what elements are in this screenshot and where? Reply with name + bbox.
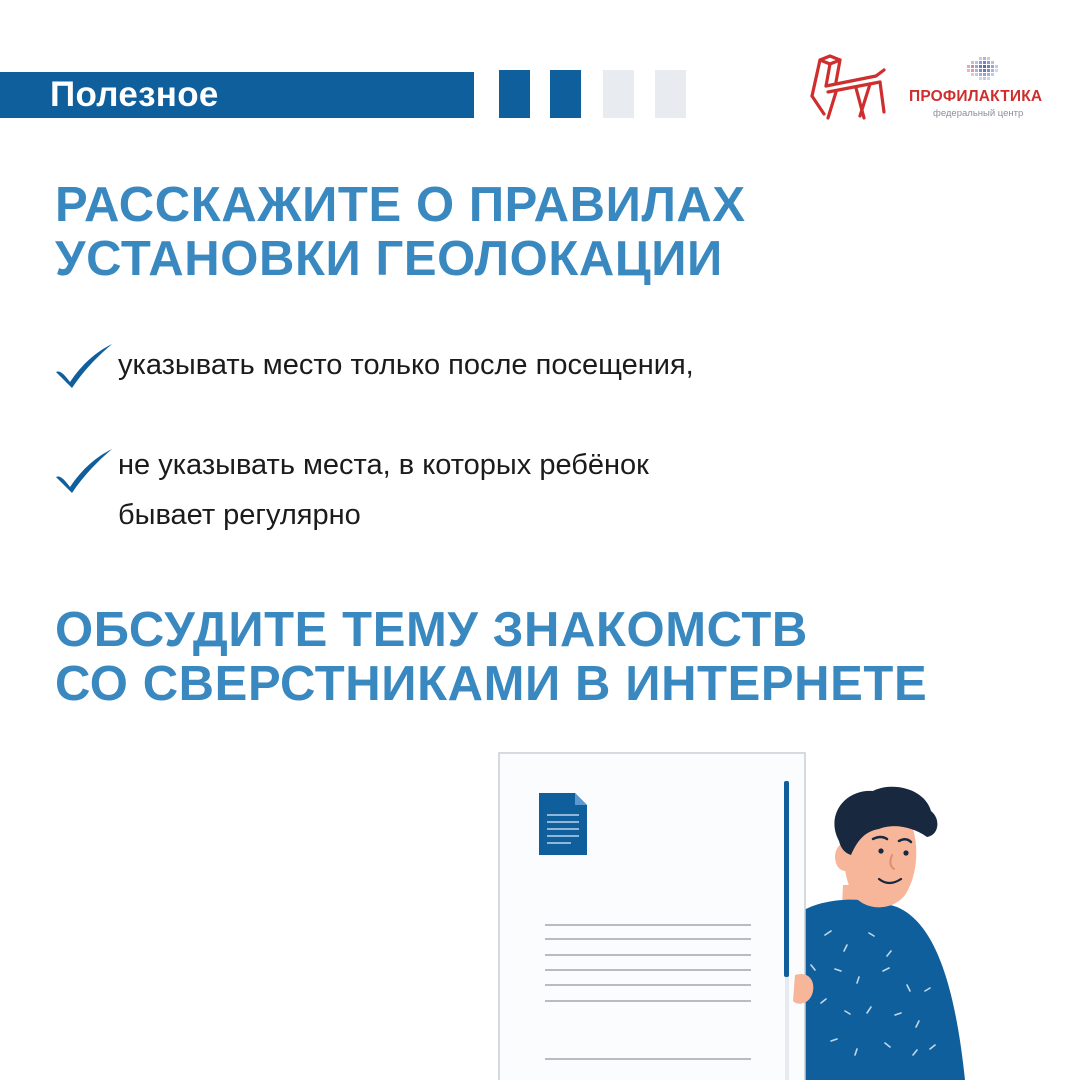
peers-heading — [55, 603, 927, 711]
person-with-document-illustration — [495, 745, 980, 1080]
section-label: Полезное — [50, 75, 219, 114]
document-icon — [539, 793, 587, 855]
geolocation-heading-line-1: РАССКАЖИТЕ О ПРАВИЛАХ — [55, 178, 746, 232]
banner-block-4 — [655, 70, 686, 118]
peers-heading-line-1: ОБСУДИТЕ ТЕМУ ЗНАКОМСТВ — [55, 603, 808, 657]
geolocation-tip-2-line-2: бывает регулярно — [118, 499, 361, 531]
logo-name: ПРОФИЛАКТИКА — [909, 88, 1043, 105]
geolocation-heading-line-2: УСТАНОВКИ ГЕОЛОКАЦИИ — [55, 232, 723, 286]
geolocation-heading — [55, 178, 746, 286]
logo-grid-icon — [965, 57, 1005, 83]
checkmark-icon — [50, 447, 116, 495]
person-figure — [795, 787, 965, 1080]
profilaktika-logo — [905, 55, 1065, 125]
logo-subtitle: федеральный центр — [933, 108, 1024, 119]
geolocation-tip-2-line-1: не указывать места, в которых ребёнок — [118, 449, 649, 481]
banner-block-1 — [499, 70, 530, 118]
chair-logo-icon — [806, 52, 890, 124]
peers-heading-line-2: СО СВЕРСТНИКАМИ В ИНТЕРНЕТЕ — [55, 657, 928, 711]
geolocation-tip-1 — [118, 340, 694, 390]
geolocation-tip-1-line-1: указывать место только после посещения, — [118, 349, 694, 381]
banner-block-2 — [550, 70, 581, 118]
geolocation-tip-2 — [118, 440, 649, 540]
document-sheet — [499, 753, 805, 1080]
checkmark-icon — [50, 342, 116, 390]
banner-block-3 — [603, 70, 634, 118]
section-banner — [0, 72, 474, 118]
